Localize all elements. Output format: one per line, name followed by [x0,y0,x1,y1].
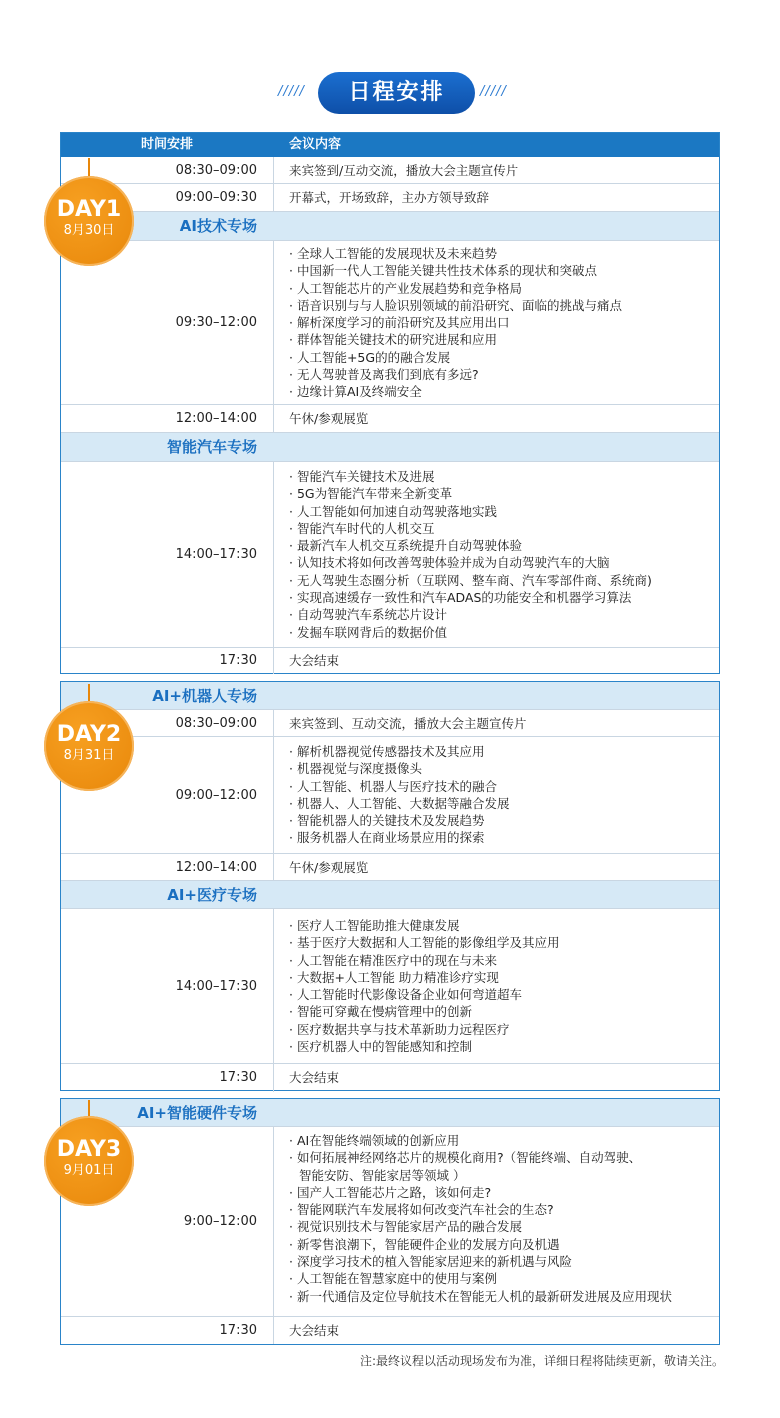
topic-item: · 智能汽车关键技术及进展 [289,468,713,485]
day2-badge [44,701,134,791]
row-time: 12:00–14:00 [175,411,257,426]
topic-item: · 智能机器人的关键技术及发展趋势 [289,812,713,829]
topic-item: · 人工智能+5G的的融合发展 [289,349,713,366]
topic-list [289,1132,713,1305]
row-content: 大会结束 [289,653,340,668]
topic-list [289,468,713,641]
title-decoration-right: ///// [480,84,507,99]
topic-item: · 基于医疗大数据和人工智能的影像组学及其应用 [289,934,713,951]
topic-item: · 人工智能时代影像设备企业如何弯道超车 [289,986,713,1003]
row-time: 09:00–12:00 [175,788,257,803]
footnote: 注:最终议程以活动现场发布为准，详细日程将陆续更新，敬请关注。 [359,1354,724,1368]
schedule-row [61,648,719,674]
schedule-row [61,1127,719,1317]
row-content: 午休/参观展览 [289,860,369,875]
day3-schedule [60,1098,720,1345]
row-time: 14:00–17:30 [175,979,257,994]
topic-item: · 中国新一代人工智能关键共性技术体系的现状和突破点 [289,262,713,279]
day-label: DAY3 [56,1137,122,1162]
topic-item: · 解析深度学习的前沿研究及其应用出口 [289,314,713,331]
topic-item: · 新一代通信及定位导航技术在智能无人机的最新研发进展及应用现状 [289,1288,713,1305]
row-content [289,743,713,847]
schedule-row [61,909,719,1064]
topic-list [289,245,713,401]
topic-item: · 新零售浪潮下，智能硬件企业的发展方向及机遇 [289,1236,713,1253]
row-content: 来宾签到/互动交流，播放大会主题宣传片 [289,163,519,178]
topic-item: · 深度学习技术的植入智能家居迎来的新机遇与风险 [289,1253,713,1270]
day1-badge [44,176,134,266]
topic-item: · 解析机器视觉传感器技术及其应用 [289,743,713,760]
topic-list [289,743,713,847]
topic-item: · 视觉识别技术与智能家居产品的融合发展 [289,1218,713,1235]
schedule-row [61,1064,719,1092]
row-time: 08:30–09:00 [175,163,257,178]
topic-item: · 医疗机器人中的智能感知和控制 [289,1038,713,1055]
topic-item: · 大数据+人工智能 助力精准诊疗实现 [289,969,713,986]
row-content: 大会结束 [289,1323,340,1338]
row-content [289,1132,713,1305]
row-time: 08:30–09:00 [175,716,257,731]
section-header [61,212,719,241]
schedule-row [61,241,719,405]
row-time: 17:30 [219,1323,257,1338]
topic-list [289,917,713,1055]
topic-item: 智能安防、智能家居等领域 ） [299,1167,466,1183]
section-title: AI技术专场 [179,217,257,235]
schedule-row [61,184,719,212]
topic-item: · 人工智能、机器人与医疗技术的融合 [289,778,713,795]
topic-item: · 服务机器人在商业场景应用的探索 [289,829,713,846]
row-time: 9:00–12:00 [183,1214,257,1229]
section-title: AI+智能硬件专场 [137,1104,257,1122]
topic-item: · 智能汽车时代的人机交互 [289,520,713,537]
header-content: 会议内容 [289,137,342,152]
row-time: 17:30 [219,653,257,668]
day-date: 9月01日 [63,1163,115,1178]
day3-badge [44,1116,134,1206]
schedule-row [61,737,719,854]
day-date: 8月30日 [63,223,115,238]
schedule-row [61,157,719,184]
topic-item: · 边缘计算AI及终端安全 [289,383,713,400]
topic-item: · 实现高速缓存一致性和汽车ADAS的功能安全和机器学习算法 [289,589,713,606]
topic-item: · 人工智能在精准医疗中的现在与未来 [289,952,713,969]
day-label: DAY2 [56,722,122,747]
topic-item: · 全球人工智能的发展现状及未来趋势 [289,245,713,262]
row-content: 来宾签到、互动交流，播放大会主题宣传片 [289,716,527,731]
schedule-row [61,462,719,648]
topic-item: · 无人驾驶普及离我们到底有多远? [289,366,713,383]
table-header [61,133,719,157]
day1-schedule [60,132,720,674]
row-time: 09:30–12:00 [175,315,257,330]
topic-item: · 如何拓展神经网络芯片的规模化商用?（智能终端、自动驾驶、 [289,1149,713,1166]
section-header [61,682,719,710]
topic-item: · 无人驾驶生态圈分析（互联网、整车商、汽车零部件商、系统商) [289,572,713,589]
topic-item: · 机器视觉与深度摄像头 [289,760,713,777]
topic-item: · 智能网联汽车发展将如何改变汽车社会的生态? [289,1201,713,1218]
row-time: 14:00–17:30 [175,547,257,562]
topic-item: · 人工智能如何加速自动驾驶落地实践 [289,503,713,520]
topic-item: · 国产人工智能芯片之路，该如何走? [289,1184,713,1201]
topic-item: · 自动驾驶汽车系统芯片设计 [289,606,713,623]
schedule-row [61,1317,719,1344]
row-content [289,917,713,1055]
topic-item: · 最新汽车人机交互系统提升自动驾驶体验 [289,537,713,554]
topic-item: · 人工智能芯片的产业发展趋势和竞争格局 [289,280,713,297]
schedule-row [61,405,719,433]
schedule-row [61,710,719,737]
row-content: 午休/参观展览 [289,411,369,426]
row-content: 大会结束 [289,1070,340,1085]
section-title: 智能汽车专场 [166,438,257,456]
topic-item: · 认知技术将如何改善驾驶体验并成为自动驾驶汽车的大脑 [289,554,713,571]
section-title: AI+机器人专场 [152,687,257,705]
day-label: DAY1 [56,197,122,222]
section-header [61,433,719,462]
page-title: 日程安排 [318,72,475,114]
topic-item: · 机器人、人工智能、大数据等融合发展 [289,795,713,812]
topic-item: · 群体智能关键技术的研究进展和应用 [289,331,713,348]
section-header [61,1099,719,1127]
topic-item: · 5G为智能汽车带来全新变革 [289,485,713,502]
topic-item: · AI在智能终端领域的创新应用 [289,1132,713,1149]
topic-item: · 医疗人工智能助推大健康发展 [289,917,713,934]
row-content: 开幕式，开场致辞，主办方领导致辞 [289,190,490,205]
row-time: 17:30 [219,1070,257,1085]
row-content [289,245,713,401]
topic-item: · 人工智能在智慧家庭中的使用与案例 [289,1270,713,1287]
title-bar [0,72,780,116]
topic-item: · 发掘车联网背后的数据价值 [289,624,713,641]
row-time: 12:00–14:00 [175,860,257,875]
section-header [61,881,719,909]
topic-item: · 语音识别与与人脸识别领域的前沿研究、面临的挑战与痛点 [289,297,713,314]
day-date: 8月31日 [63,748,115,763]
topic-item: · 医疗数据共享与技术革新助力远程医疗 [289,1021,713,1038]
row-content [289,468,713,641]
schedule-row [61,854,719,881]
header-time: 时间安排 [140,137,193,152]
row-time: 09:00–09:30 [175,190,257,205]
topic-item: · 智能可穿戴在慢病管理中的创新 [289,1003,713,1020]
section-title: AI+医疗专场 [167,886,257,904]
title-decoration-left: ///// [278,84,305,99]
day2-schedule [60,681,720,1091]
